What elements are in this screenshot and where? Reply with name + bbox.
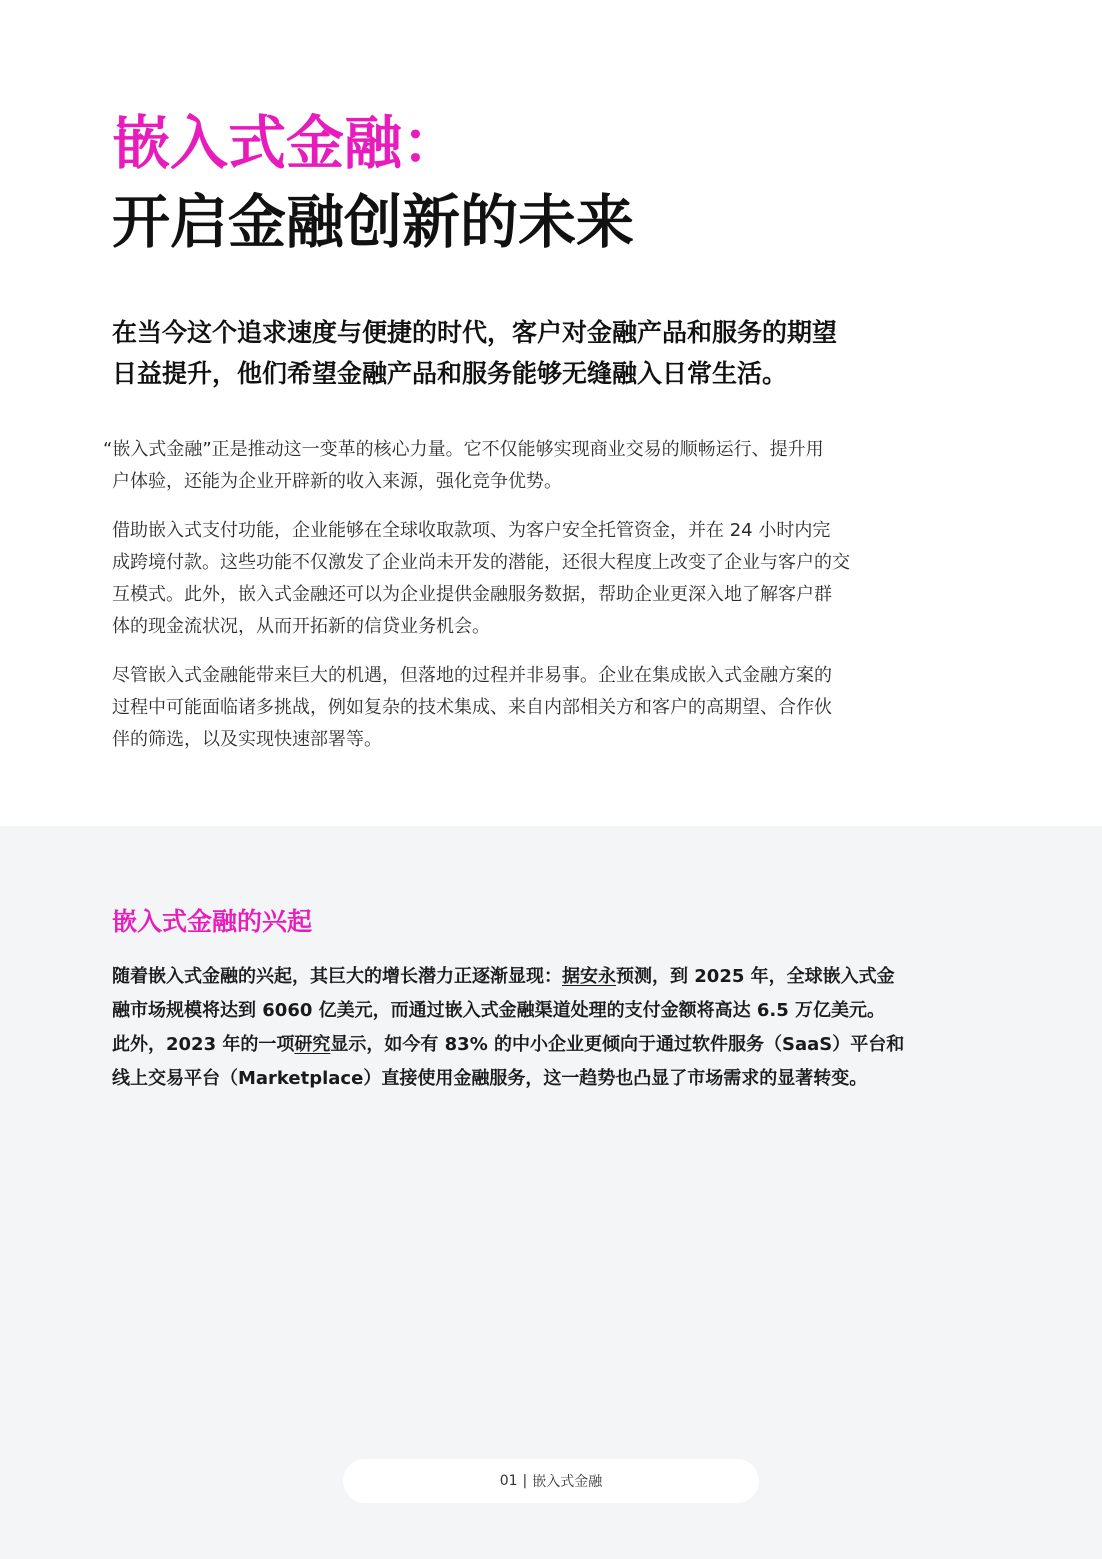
paragraph-line: 过程中可能面临诸多挑战，例如复杂的技术集成、来自内部相关方和客户的高期望、合作伙 — [112, 697, 832, 718]
section-text: 随着嵌入式金融的兴起，其巨大的增长潜力正逐渐显现： — [112, 966, 562, 987]
paragraph-line: 尽管嵌入式金融能带来巨大的机遇，但落地的过程并非易事。企业在集成嵌入式金融方案的 — [112, 665, 832, 686]
research-source-link[interactable]: 研究 — [294, 1034, 331, 1055]
section-line-3 — [112, 1028, 1012, 1062]
section-heading: 嵌入式金融的兴起 — [112, 907, 313, 936]
paragraph-line: 户体验，还能为企业开辟新的收入来源，强化竞争优势。 — [112, 471, 562, 492]
lead-line: 日益提升，他们希望金融产品和服务能够无缝融入日常生活。 — [112, 359, 788, 388]
page-footer — [343, 1459, 759, 1503]
paragraph-line: 体的现金流状况，从而开拓新的信贷业务机会。 — [112, 616, 490, 637]
page-number: 01 — [499, 1473, 518, 1489]
paragraph-line: 借助嵌入式支付功能，企业能够在全球收取款项、为客户安全托管资金，并在 24 小时内完 — [112, 520, 831, 541]
lead-line: 在当今这个追求速度与便捷的时代，客户对金融产品和服务的期望 — [112, 318, 838, 347]
section-text: 显示，如今有 83% 的中小企业更倾向于通过软件服务（SaaS）平台和 — [330, 1034, 905, 1055]
section-text: 此外，2023 年的一项 — [112, 1034, 295, 1055]
section-line-4: 线上交易平台（Marketplace）直接使用金融服务，这一趋势也凸显了市场需求的显著转变。 — [112, 1068, 868, 1089]
body-paragraph-2 — [112, 515, 962, 643]
section-text: 预测，到 2025 年，全球嵌入式金 — [616, 966, 895, 987]
section-line-1 — [112, 960, 1012, 994]
section-line-2: 融市场规模将达到 6060 亿美元，而通过嵌入式金融渠道处理的支付金额将高达 6.5 万亿美元。 — [112, 1000, 886, 1021]
ey-source-link[interactable]: 据安永 — [562, 966, 616, 987]
body-paragraph-3 — [112, 660, 962, 756]
paragraph-line: 成跨境付款。这些功能不仅激发了企业尚未开发的潜能，还很大程度上改变了企业与客户的交 — [112, 552, 850, 573]
paragraph-line: 伴的筛选，以及实现快速部署等。 — [112, 729, 382, 750]
page-title-main: 开启金融创新的未来 — [112, 188, 635, 256]
footer-separator: | — [522, 1473, 528, 1489]
page-title-accent: 嵌入式金融： — [112, 109, 461, 177]
section-paragraph — [112, 960, 1012, 1096]
paragraph-line: “嵌入式金融”正是推动这一变革的核心力量。它不仅能够实现商业交易的顺畅运行、提升用 — [103, 439, 824, 460]
footer-label: 嵌入式金融 — [532, 1474, 603, 1490]
paragraph-line: 互模式。此外，嵌入式金融还可以为企业提供金融服务数据，帮助企业更深入地了解客户群 — [112, 584, 832, 605]
body-paragraph-1 — [103, 434, 962, 498]
lead-paragraph — [112, 312, 962, 394]
